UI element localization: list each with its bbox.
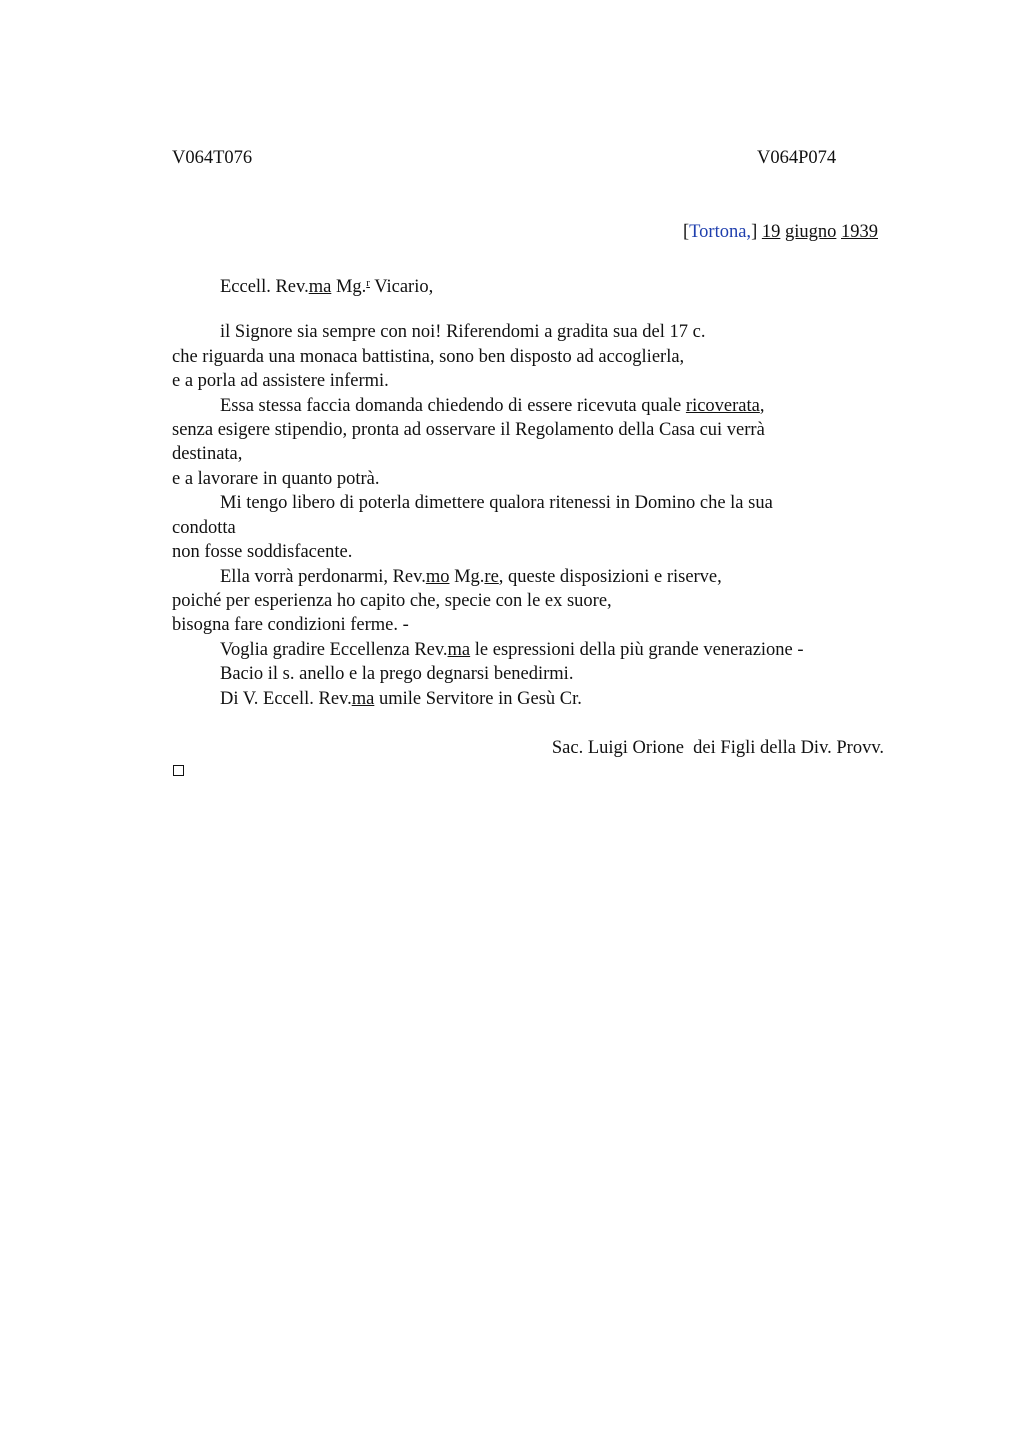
body-text: Voglia gradire Eccellenza Rev. (220, 640, 448, 660)
salutation-text: Eccell. Rev. (220, 277, 309, 297)
body-line (220, 565, 722, 589)
body-line: condotta (172, 518, 236, 538)
signature: Sac. Luigi Orione dei Figli della Div. Provv. (551, 738, 884, 758)
body-line: destinata, (172, 444, 243, 464)
dateline-open-bracket: [ (682, 222, 690, 242)
dateline-year: 1939 (841, 222, 878, 242)
dateline-month: giugno (784, 222, 837, 242)
body-line: che riguarda una monaca battistina, sono ben disposto ad accoglierla, (172, 347, 685, 367)
document-code-left: V064T076 (172, 148, 253, 168)
dateline-day: 19 (761, 222, 781, 242)
body-underlined: mo (425, 567, 450, 587)
body-line: bisogna fare condizioni ferme. - (172, 615, 409, 635)
body-line: e a porla ad assistere infermi. (172, 371, 389, 391)
body-underlined: ma (447, 640, 471, 660)
body-text: Essa stessa faccia domanda chiedendo di essere ricevuta quale (220, 396, 686, 416)
body-text: , queste disposizioni e riserve, (498, 567, 722, 587)
body-text: Di V. Eccell. Rev. (220, 689, 352, 709)
body-underlined: ma (351, 689, 375, 709)
body-line: poiché per esperienza ho capito che, specie con le ex suore, (172, 591, 612, 611)
body-line: Mi tengo libero di poterla dimettere qualora ritenessi in Domino che la sua (220, 493, 773, 513)
salutation-abbr: ma (308, 277, 332, 297)
salutation (220, 271, 433, 299)
salutation-text: Vicario, (369, 277, 434, 297)
body-line: Bacio il s. anello e la prego degnarsi benedirmi. (220, 664, 574, 684)
body-line: non fosse soddisfacente. (172, 542, 353, 562)
dateline-close-bracket: ] (751, 222, 758, 242)
body-text: Ella vorrà perdonarmi, Rev. (220, 567, 426, 587)
body-text: le espressioni della più grande venerazione - (470, 640, 804, 660)
salutation-text: Mg. (331, 277, 367, 297)
body-line (220, 687, 582, 711)
body-line: e a lavorare in quanto potrà. (172, 469, 380, 489)
body-line: senza esigere stipendio, pronta ad osservare il Regolamento della Casa cui verrà (172, 420, 765, 440)
body-underlined: re (484, 567, 499, 587)
body-text: umile Servitore in Gesù Cr. (374, 689, 582, 709)
body-line (220, 394, 764, 418)
body-line: il Signore sia sempre con noi! Riferendomi a gradita sua del 17 c. (220, 322, 706, 342)
dateline (683, 220, 878, 244)
document-code-right: V064P074 (757, 148, 837, 168)
empty-square-icon (173, 765, 184, 776)
salutation-superscript: r (366, 277, 370, 289)
body-underlined: ricoverata (685, 396, 760, 416)
dateline-place: Tortona, (689, 222, 752, 242)
body-text: , (759, 396, 765, 416)
body-line (220, 638, 804, 662)
body-text: Mg. (449, 567, 485, 587)
